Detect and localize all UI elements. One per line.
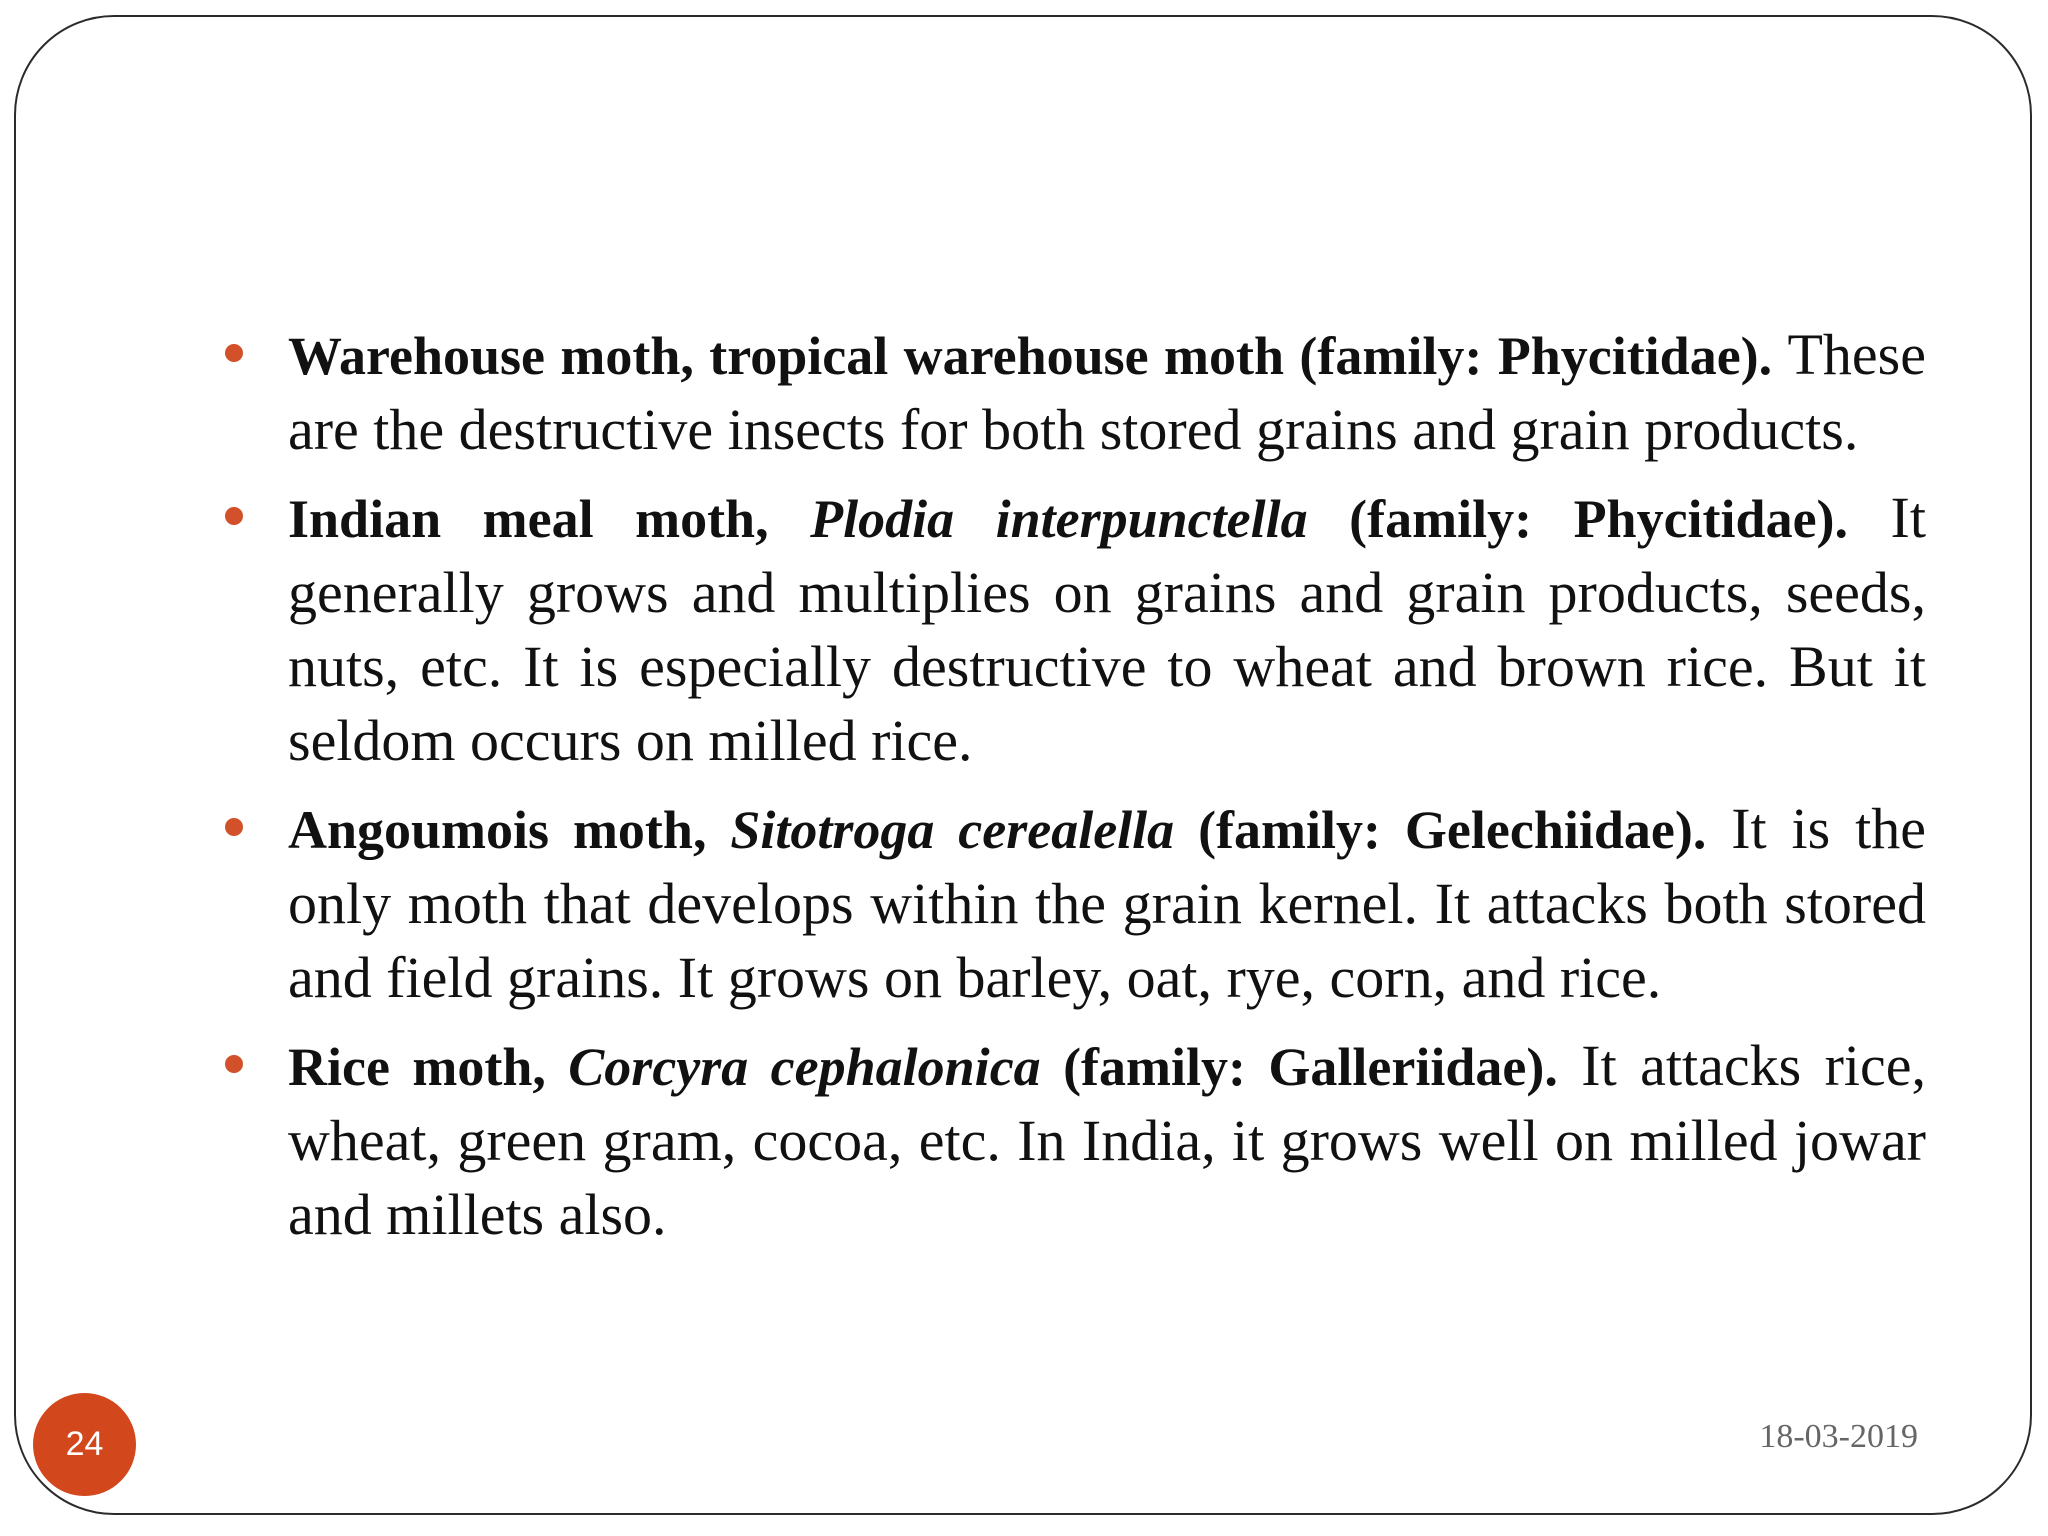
- bullet-list: [288, 318, 1926, 1266]
- item-heading-family: (family: Galleriidae).: [1040, 1037, 1558, 1097]
- item-body: It attacks rice, wheat, green gram, cocoa, etc. In India, it grows well on milled jowar and millets also.: [288, 1033, 1927, 1247]
- item-heading-scientific: Plodia interpunctella: [810, 489, 1308, 549]
- item-body: It generally grows and multiplies on grains and grain products, seeds, nuts, etc. It is especially destructive to wheat and brown rice. But it seldom occurs on milled rice.: [288, 485, 1926, 773]
- bullet-item-warehouse-moth: [288, 318, 1926, 467]
- item-body: It is the only moth that develops within the grain kernel. It attacks both stored and field grains. It grows on barley, oat, rye, corn, and rice.: [288, 796, 1926, 1010]
- bullet-dot-icon: [225, 818, 243, 836]
- bullet-dot-icon: [225, 1055, 243, 1073]
- bullet-item-indian-meal-moth: [288, 481, 1926, 778]
- item-heading: Rice moth,: [288, 1037, 569, 1097]
- bullet-dot-icon: [225, 344, 243, 362]
- bullet-dot-icon: [225, 507, 243, 525]
- item-heading-family: (family: Gelechiidae).: [1174, 800, 1707, 860]
- bullet-item-rice-moth: [288, 1029, 1926, 1252]
- page-number-badge: [33, 1393, 136, 1496]
- item-heading: Indian meal moth,: [288, 489, 811, 549]
- item-heading: Warehouse moth, tropical warehouse moth (family: Phycitidae).: [288, 326, 1773, 386]
- slide-date: 18-03-2019: [1759, 1418, 1918, 1455]
- item-heading-scientific: Sitotroga cerealella: [730, 800, 1175, 860]
- item-heading-scientific: Corcyra cephalonica: [568, 1037, 1041, 1097]
- item-body: These are the destructive insects for both stored grains and grain products.: [288, 322, 1926, 462]
- item-heading-family: (family: Phycitidae).: [1307, 489, 1849, 549]
- page-number: 24: [65, 1425, 104, 1463]
- bullet-item-angoumois-moth: [288, 792, 1926, 1015]
- item-heading: Angoumois moth,: [288, 800, 731, 860]
